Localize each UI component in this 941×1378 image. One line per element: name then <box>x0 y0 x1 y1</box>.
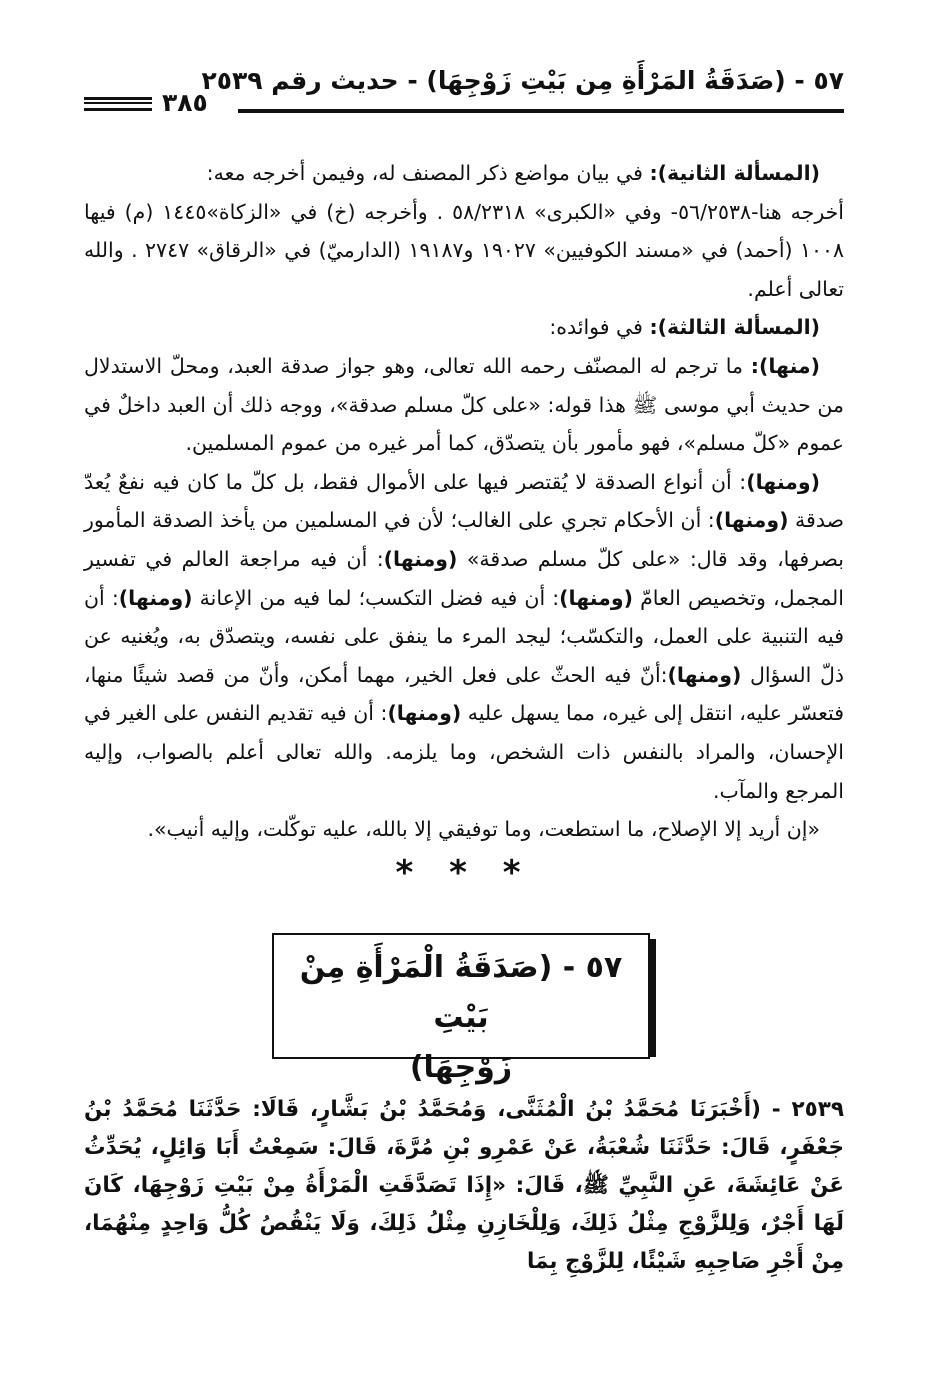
running-header-title: ٥٧ - (صَدَقَةُ المَرْأَةِ مِن بَيْتِ زَوْجِهَا) - حديث رقم ٢٥٣٩ <box>201 66 844 95</box>
benefit-text: : أن الأحكام تجري على الغالب؛ لأن في المسلمين من يأخذ الصدقة المأمور بصرفها، وقد قال: «على كلّ مسلم صدقة» <box>84 508 844 571</box>
benefit-text: : أن فيه مراجعة العالم في تفسير المجمل، وتخصيص العامّ <box>84 546 844 610</box>
header-rule <box>238 109 844 113</box>
book-page <box>84 60 844 1302</box>
benefit-1-text: ما ترجم له المصنّف رحمه الله تعالى، وهو جواز صدقة العبد، ومحلّ الاستدلال من حديث أبي موسى ﷺ هذا قوله: «على كلّ مسلم صدقة»، ووجه ذلك أن العبد داخلٌ في عموم «كلّ مسلم»، فهو مأمور بأن يتصدّق، كما أمر غيره من عموم المسلمين. <box>84 353 844 456</box>
benefit-label: (ومنها) <box>714 508 789 533</box>
chapter-heading-box <box>272 933 656 1085</box>
hadith-text: ٢٥٣٩ - (أَخْبَرَنَا مُحَمَّدُ بْنُ الْمُثَنَّى، وَمُحَمَّدُ بْنُ بَشَّارٍ، قَالَا: حَدَّثَنَا مُحَمَّدُ بْنُ جَعْفَرٍ، قَالَ: حَدَّثَنَا شُعْبَةُ، عَنْ عَمْرِو بْنِ مُرَّةَ، قَالَ: سَمِعْتُ أَبَا وَائِلٍ، يُحَدِّثُ عَنْ عَائِشَةَ، عَنِ النَّبِيِّ ﷺ، قَالَ: «إِذَا تَصَدَّقَتِ الْمَرْأَةُ مِنْ بَيْتِ زَوْجِهَا، كَانَ لَهَا أَجْرٌ، وَلِلزَّوْجِ مِثْلُ ذَلِكَ، وَلِلْخَازِنِ مِثْلُ ذَلِكَ، وَلَا يَنْقُصُ كُلُّ وَاحِدٍ مِنْهُمَا، مِنْ أَجْرِ صَاحِبِهِ شَيْئًا، لِلزَّوْجِ بِمَا <box>84 1096 844 1274</box>
page-number-rule <box>84 97 152 111</box>
chapter-heading-line-1: ٥٧ - (صَدَقَةُ الْمَرْأَةِ مِنْ بَيْتِ <box>299 949 623 1035</box>
benefit-label: (ومنها) <box>118 585 193 610</box>
benefit-1-label: (منها): <box>750 353 820 378</box>
section-separator: * * * <box>395 852 533 893</box>
benefit-label: (ومنها) <box>746 469 820 494</box>
benefit-text: : أن فيه التنبية على العمل، والتكسّب؛ ليجد المرء ما ينفق على نفسه، ويتصدّق به، ويُغنيه عن ذلّ السؤال <box>84 585 844 687</box>
benefit-text: : أن أنواع الصدقة لا يُقتصر فيها على الأموال فقط، بل كلّ ما كان فيه نفعٌ يُعدّ صدقة <box>84 469 844 533</box>
section-3-label: (المسألة الثالثة): <box>649 315 820 340</box>
closing-quote: «إن أريد إلا الإصلاح، ما استطعت، وما توفيقي إلا بالله، عليه توكّلت، وإليه أنيب». <box>147 817 820 842</box>
commentary-text <box>84 154 844 893</box>
section-2-label: (المسألة الثانية): <box>649 161 820 185</box>
section-2-heading-text: في بيان مواضع ذكر المصنف له، وفيمن أخرجه معه: <box>206 161 650 185</box>
benefit-label: (ومنها) <box>559 585 633 610</box>
benefits-paragraph <box>84 463 844 810</box>
benefit-label: (ومنها) <box>667 662 742 687</box>
benefit-text: : أن فيه فضل التكسب؛ لما فيه من الإعانة <box>192 585 560 610</box>
benefit-text: : أن فيه تقديم النفس على الغير في الإحسان، والمراد بالنفس ذات الشخص، وما يلزمه. والله تعالى أعلم بالصواب، وإليه المرجع والمآب. <box>84 701 844 803</box>
benefit-label: (ومنها) <box>387 701 462 726</box>
section-2-paragraph <box>84 154 844 193</box>
benefit-text: :أنّ فيه الحثّ على فعل الخير، مهما أمكن، وأنّ من قصد شيئًا منها، فتعسّر عليه، انتقل إلى غيره، مما يسهل عليه <box>84 662 845 726</box>
section-3-text: في فوائده: <box>549 315 650 340</box>
benefit-label: (ومنها) <box>383 546 458 571</box>
chapter-heading <box>272 933 650 1085</box>
running-header <box>84 60 844 120</box>
section-2-references: أخرجه هنا-٥٦/٢٥٣٨- وفي «الكبرى» ٥٨/٢٣١٨ . وأخرجه (خ) في «الزكاة»١٤٤٥ (م) فيها ١٠٠٨ (أحمد) في «مسند الكوفيين» ١٩٠٢٧ و١٩١٨٧ (الدارميّ) في «الرقاق» ٢٧٤٧ . والله تعالى أعلم. <box>84 199 845 301</box>
chapter-heading-line-2: زَوْجِهَا) <box>409 1049 513 1085</box>
section-3-paragraph <box>84 308 844 347</box>
benefit-1-paragraph <box>84 347 844 463</box>
page-number: ٣٨٥ <box>162 88 208 117</box>
